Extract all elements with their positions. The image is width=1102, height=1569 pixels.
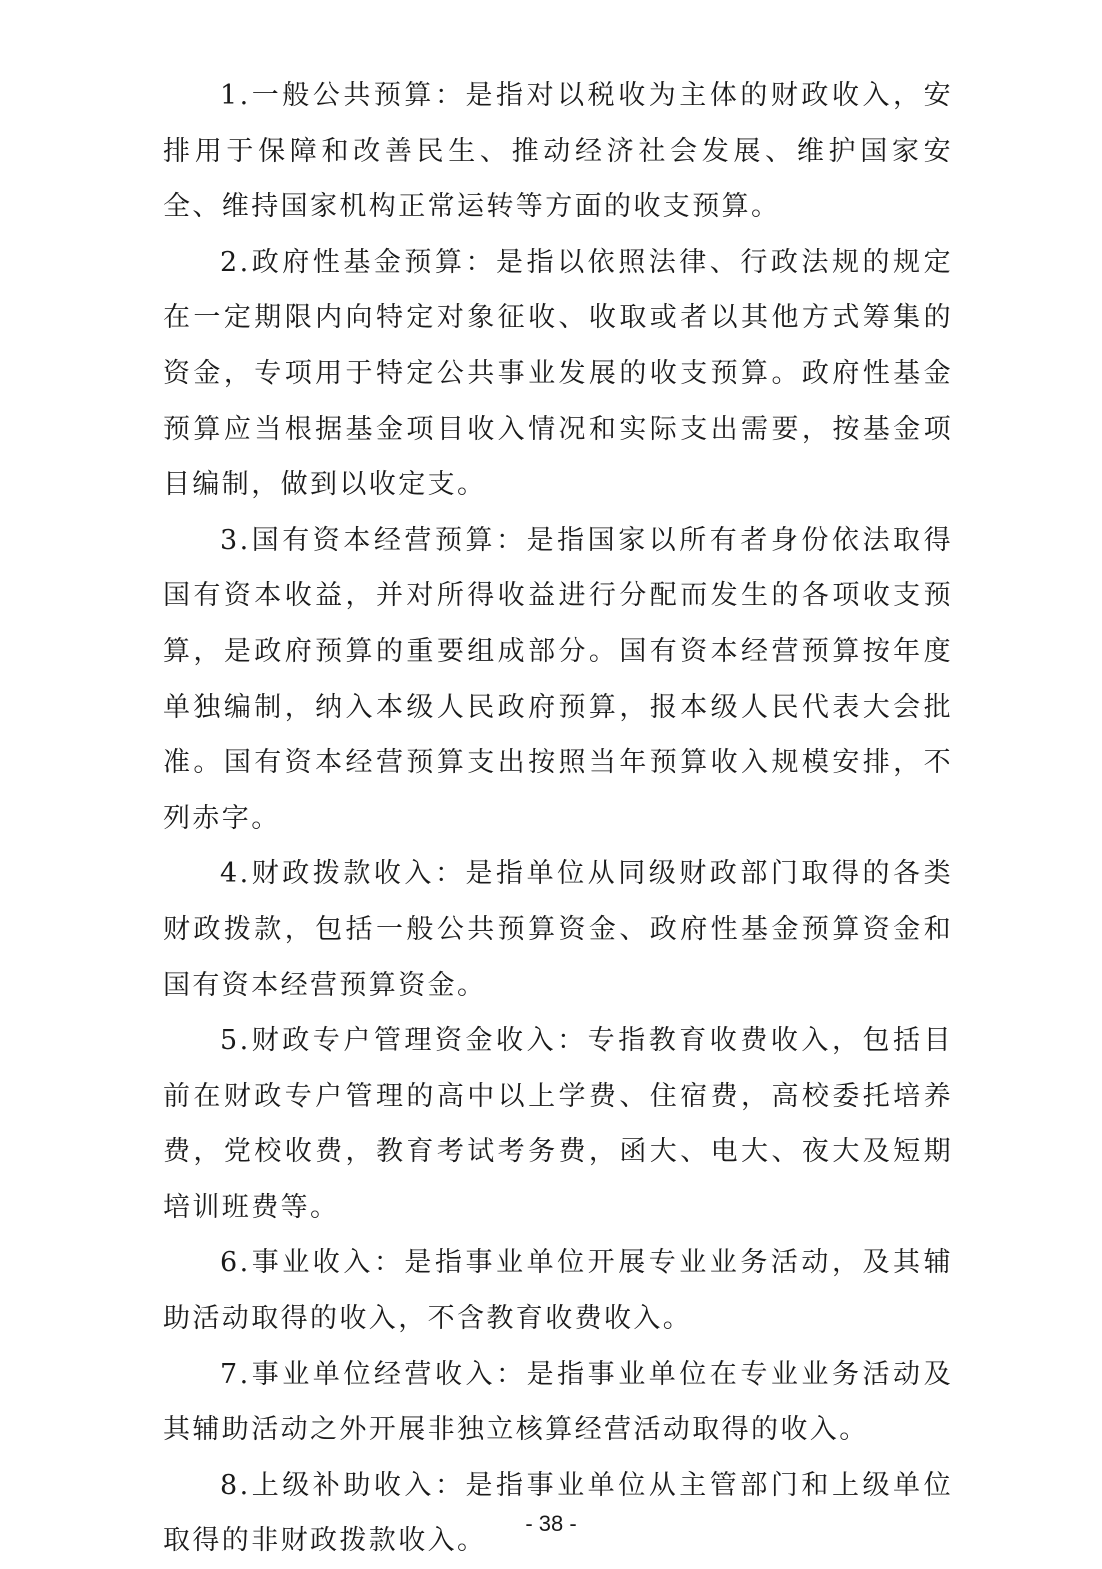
paragraph-general-public-budget: 1.一般公共预算：是指对以税收为主体的财政收入，安排用于保障和改善民生、推动经济社会发展、维护国家安全、维持国家机构正常运转等方面的收支预算。 (163, 80, 953, 223)
paragraph-government-fund-budget: 2.政府性基金预算：是指以依照法律、行政法规的规定在一定期限内向特定对象征收、收取或者以其他方式筹集的资金，专项用于特定公共事业发展的收支预算。政府性基金预算应当根据基金项目收入情况和实际支出需要，按基金项目编制，做到以收定支。 (163, 246, 953, 501)
paragraph-operating-income: 7.事业单位经营收入：是指事业单位在专业业务活动及其辅助活动之外开展非独立核算经营活动取得的收入。 (163, 1358, 953, 1446)
document-body (163, 68, 953, 1569)
paragraph-state-capital-budget: 3.国有资本经营预算：是指国家以所有者身份依法取得国有资本收益，并对所得收益进行分配而发生的各项收支预算，是政府预算的重要组成部分。国有资本经营预算按年度单独编制，纳入本级人民政府预算，报本级人民代表大会批准。国有资本经营预算支出按照当年预算收入规模安排，不列赤字。 (163, 524, 953, 834)
paragraph-superior-subsidy-income: 8.上级补助收入：是指事业单位从主管部门和上级单位取得的非财政拨款收入。 (163, 1469, 953, 1557)
paragraph-special-account-income: 5.财政专户管理资金收入：专指教育收费收入，包括目前在财政专户管理的高中以上学费、住宿费，高校委托培养费，党校收费，教育考试考务费，函大、电大、夜大及短期培训班费等。 (163, 1025, 953, 1223)
paragraph-fiscal-appropriation-income: 4.财政拨款收入：是指单位从同级财政部门取得的各类财政拨款，包括一般公共预算资金、政府性基金预算资金和国有资本经营预算资金。 (163, 858, 953, 1001)
paragraph-business-income: 6.事业收入：是指事业单位开展专业业务活动，及其辅助活动取得的收入，不含教育收费收入。 (163, 1247, 953, 1335)
page-number: - 38 - (525, 1511, 577, 1536)
